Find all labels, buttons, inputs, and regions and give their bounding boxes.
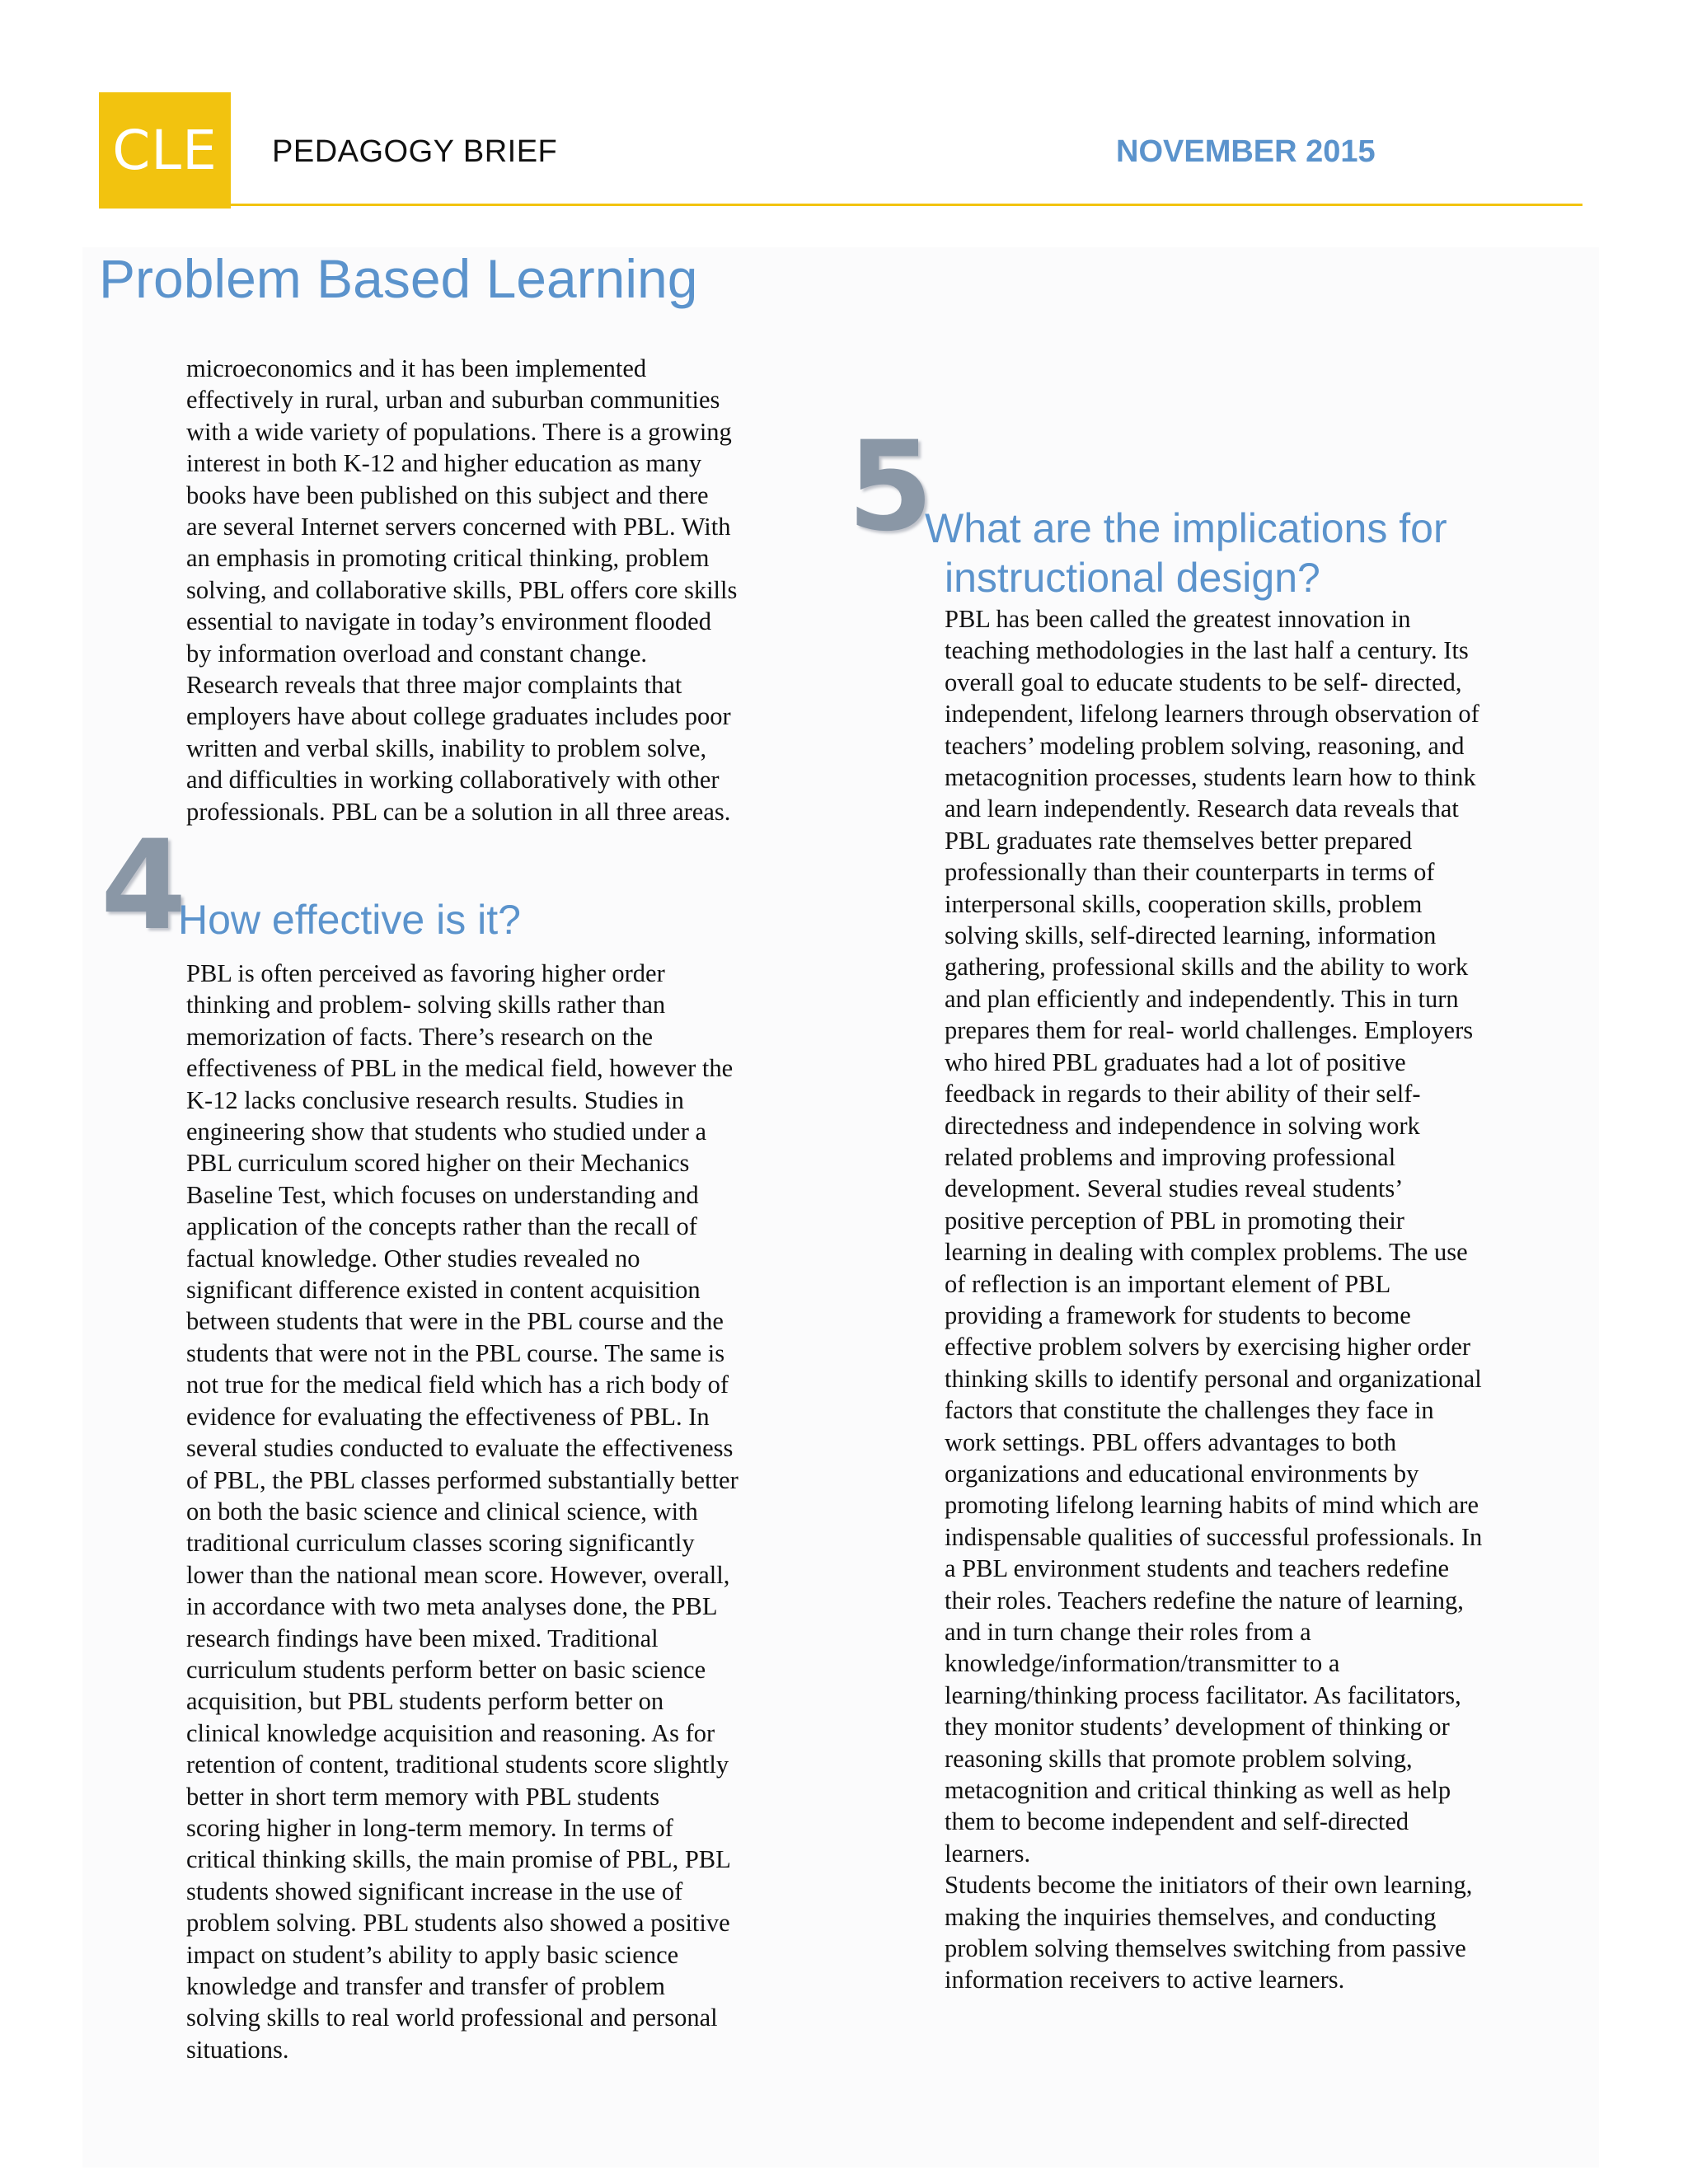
text-line: they monitor students’ development of thinking or <box>945 1713 1450 1741</box>
text-line: information receivers to active learners. <box>945 1966 1345 1994</box>
text-line: acquisition, but PBL students perform better on <box>186 1687 664 1716</box>
text-line: effective problem solvers by exercising higher order <box>945 1333 1471 1361</box>
text-line: interpersonal skills, cooperation skills, problem <box>945 889 1423 918</box>
text-line: impact on student’s ability to apply basic science <box>186 1940 679 1969</box>
text-line: of reflection is an important element of PBL <box>945 1269 1391 1298</box>
text-line: engineering show that students who studied under a <box>186 1118 707 1146</box>
text-line: on both the basic science and clinical science, with <box>186 1497 698 1526</box>
text-line: interest in both K-12 and higher education as many <box>186 449 702 478</box>
text-line: situations. <box>186 2035 289 2064</box>
text-line: microeconomics and it has been implemented <box>186 354 647 382</box>
text-line: factors that constitute the challenges they face in <box>945 1396 1434 1425</box>
text-line: solving skills, self-directed learning, information <box>945 921 1437 950</box>
text-line: learning in dealing with complex problems. The use <box>945 1238 1468 1267</box>
section-heading-implications-line2: instructional design? <box>945 555 1320 601</box>
text-line: with a wide variety of populations. There is a growing <box>186 417 732 446</box>
page-title: Problem Based Learning <box>99 248 698 309</box>
text-line: organizations and educational environments by <box>945 1459 1419 1488</box>
text-line: gathering, professional skills and the ability to work <box>945 953 1469 982</box>
text-line: application of the concepts rather than the recall of <box>186 1212 697 1241</box>
text-line: PBL is often perceived as favoring higher order <box>186 959 665 987</box>
text-line: evidence for evaluating the effectiveness of PBL. In <box>186 1402 710 1431</box>
text-line: are several Internet servers concerned with PBL. With <box>186 513 731 541</box>
text-line: an emphasis in promoting critical thinking, problem <box>186 544 710 573</box>
text-line: in accordance with two meta analyses done, the PBL <box>186 1592 718 1621</box>
implications-paragraph <box>945 603 1482 1996</box>
text-line: effectively in rural, urban and suburban communities <box>186 386 720 415</box>
text-line: Baseline Test, which focuses on understanding and <box>186 1180 699 1209</box>
text-line: critical thinking skills, the main promise of PBL, PBL <box>186 1845 731 1874</box>
text-line: K-12 lacks conclusive research results. Studies in <box>186 1085 684 1114</box>
text-line: books have been published on this subject and there <box>186 480 709 509</box>
text-line: reasoning skills that promote problem solving, <box>945 1744 1413 1773</box>
text-line: solving, and collaborative skills, PBL offers core skills <box>186 575 738 604</box>
text-line: metacognition processes, students learn how to think <box>945 763 1476 792</box>
text-line: between students that were in the PBL course and the <box>186 1307 724 1336</box>
text-line: not true for the medical field which has a rich body of <box>186 1371 729 1399</box>
text-line: and plan efficiently and independently. This in turn <box>945 984 1459 1013</box>
text-line: Research reveals that three major complaints that <box>186 671 682 700</box>
text-line: traditional curriculum classes scoring significantly <box>186 1529 695 1558</box>
text-line: significant difference existed in content acquisition <box>186 1276 701 1305</box>
text-line: professionally than their counterparts in terms of <box>945 858 1435 887</box>
text-line: Students become the initiators of their own learning, <box>945 1871 1473 1900</box>
text-line: better in short term memory with PBL students <box>186 1782 660 1811</box>
text-line: who hired PBL graduates had a lot of positive <box>945 1047 1406 1076</box>
text-line: curriculum students perform better on basic science <box>186 1655 706 1684</box>
header-divider <box>99 204 1582 206</box>
text-line: PBL curriculum scored higher on their Mechanics <box>186 1149 690 1178</box>
text-line: lower than the national mean score. However, overall, <box>186 1560 730 1589</box>
text-line: knowledge and transfer and transfer of problem <box>186 1972 665 2000</box>
effectiveness-paragraph <box>186 958 738 2065</box>
text-line: employers have about college graduates includes poor <box>186 702 731 731</box>
text-line: factual knowledge. Other studies revealed no <box>186 1244 640 1272</box>
section-number-5: 5 <box>847 415 934 559</box>
text-line: overall goal to educate students to be self- directed, <box>945 668 1462 696</box>
text-line: making the inquiries themselves, and conducting <box>945 1902 1437 1931</box>
text-line: work settings. PBL offers advantages to both <box>945 1427 1397 1456</box>
text-line: them to become independent and self-directed <box>945 1807 1409 1836</box>
brief-label: PEDAGOGY BRIEF <box>272 134 558 169</box>
text-line: independent, lifelong learners through observation of <box>945 700 1479 729</box>
text-line: and in turn change their roles from a <box>945 1618 1311 1646</box>
text-line: and learn independently. Research data reveals that <box>945 794 1459 823</box>
text-line: of PBL, the PBL classes performed substantially better <box>186 1465 738 1494</box>
text-line: PBL has been called the greatest innovation in <box>945 605 1411 633</box>
text-line: indispensable qualities of successful professionals. In <box>945 1522 1483 1551</box>
text-line: retention of content, traditional students score slightly <box>186 1750 729 1779</box>
section-heading-effectiveness: How effective is it? <box>178 897 521 943</box>
text-line: students that were not in the PBL course. The same is <box>186 1338 725 1367</box>
text-line: professionals. PBL can be a solution in all three areas. <box>186 797 731 826</box>
text-line: prepares them for real- world challenges. Employers <box>945 1016 1474 1045</box>
text-line: development. Several studies reveal students’ <box>945 1174 1404 1203</box>
cle-logo: CLE <box>99 92 231 209</box>
text-line: directedness and independence in solving work <box>945 1111 1420 1140</box>
text-line: related problems and improving professional <box>945 1142 1396 1171</box>
text-line: a PBL environment students and teachers redefine <box>945 1554 1450 1583</box>
text-line: students showed significant increase in the use of <box>186 1877 683 1905</box>
text-line: essential to navigate in today’s environment flooded <box>186 607 711 636</box>
text-line: their roles. Teachers redefine the nature of learning, <box>945 1586 1464 1615</box>
text-line: scoring higher in long-term memory. In terms of <box>186 1813 673 1842</box>
text-line: teachers’ modeling problem solving, reasoning, and <box>945 731 1465 760</box>
section-heading-implications-line1: What are the implications for <box>925 505 1447 551</box>
text-line: feedback in regards to their ability of their self- <box>945 1080 1421 1108</box>
text-line: research findings have been mixed. Traditional <box>186 1624 659 1652</box>
text-line: thinking skills to identify personal and organizational <box>945 1364 1482 1393</box>
text-line: by information overload and constant change. <box>186 639 647 668</box>
text-line: positive perception of PBL in promoting their <box>945 1206 1404 1235</box>
text-line: problem solving themselves switching from passive <box>945 1934 1466 1963</box>
text-line: thinking and problem- solving skills rather than <box>186 991 666 1019</box>
issue-date: NOVEMBER 2015 <box>1116 134 1376 169</box>
text-line: learning/thinking process facilitator. As facilitators, <box>945 1680 1461 1709</box>
text-line: written and verbal skills, inability to problem solve, <box>186 733 707 762</box>
text-line: and difficulties in working collaboratively with other <box>186 766 720 794</box>
intro-paragraph <box>186 353 737 827</box>
text-line: problem solving. PBL students also showed a positive <box>186 1909 730 1938</box>
text-line: several studies conducted to evaluate the effectiveness <box>186 1434 734 1463</box>
section-number-4: 4 <box>101 814 187 958</box>
text-line: knowledge/information/transmitter to a <box>945 1649 1340 1678</box>
text-line: promoting lifelong learning habits of mind which are <box>945 1491 1479 1520</box>
text-line: PBL graduates rate themselves better prepared <box>945 826 1413 855</box>
text-line: teaching methodologies in the last half a century. Its <box>945 636 1469 665</box>
text-line: providing a framework for students to become <box>945 1301 1411 1329</box>
text-line: learners. <box>945 1839 1031 1868</box>
text-line: solving skills to real world professional and personal <box>186 2004 718 2032</box>
text-line: memorization of facts. There’s research on the <box>186 1022 653 1051</box>
text-line: effectiveness of PBL in the medical field, however the <box>186 1054 734 1083</box>
text-line: clinical knowledge acquisition and reasoning. As for <box>186 1718 715 1747</box>
text-line: metacognition and critical thinking as well as help <box>945 1776 1451 1805</box>
